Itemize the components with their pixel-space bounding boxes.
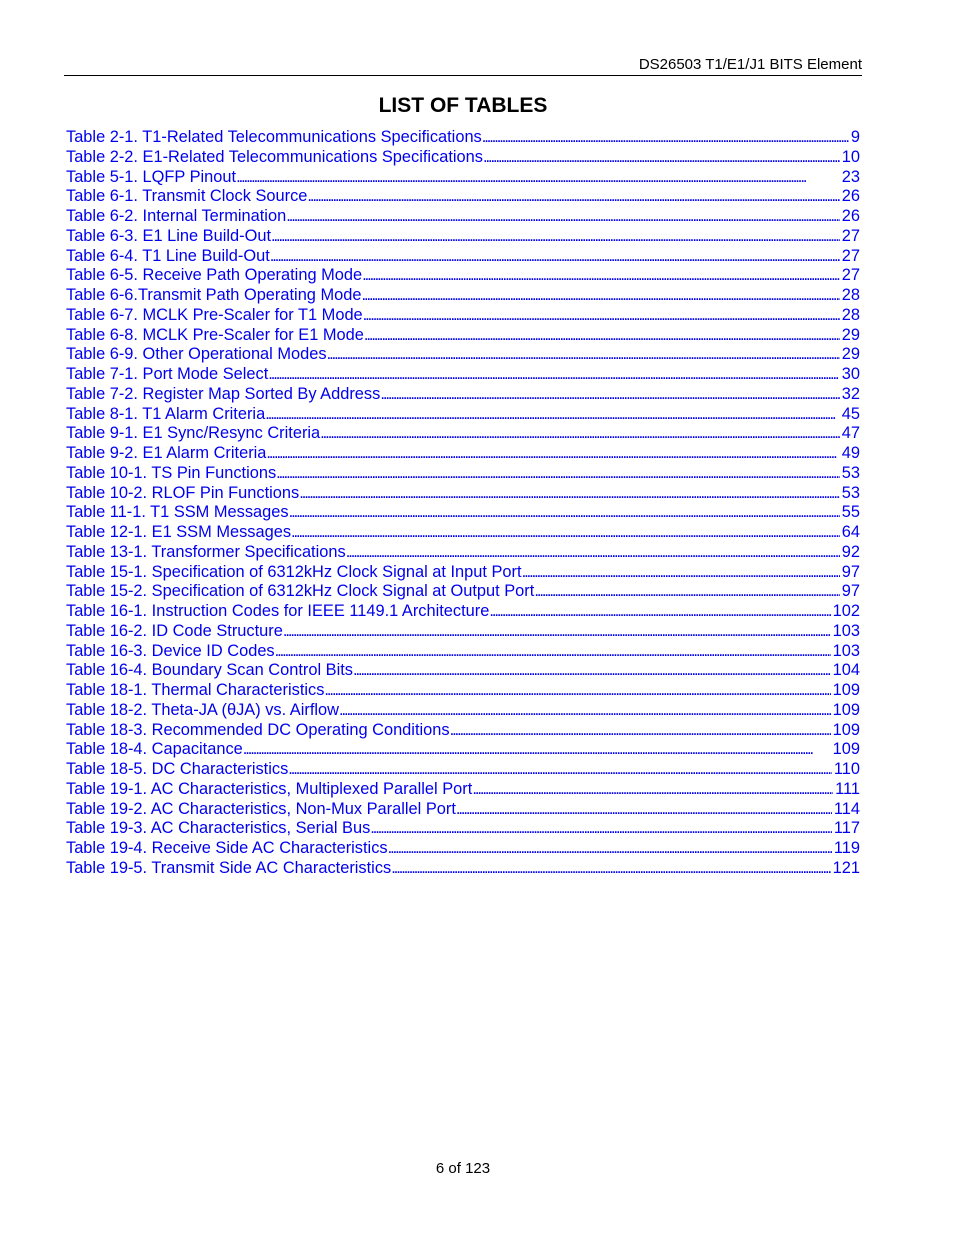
toc-entry-label: Table 19-2. AC Characteristics, Non-Mux Parallel Port bbox=[66, 799, 456, 818]
dot-leader bbox=[489, 602, 830, 622]
toc-entry-page: 97 bbox=[841, 562, 860, 581]
toc-entry-page: 26 bbox=[841, 187, 860, 206]
toc-entry-page: 53 bbox=[841, 483, 860, 502]
page-footer bbox=[0, 1160, 926, 1178]
toc-entry[interactable] bbox=[66, 464, 860, 484]
toc-entry[interactable] bbox=[66, 701, 860, 721]
toc-entry-page: 27 bbox=[841, 246, 860, 265]
toc-entry[interactable] bbox=[66, 187, 860, 207]
toc-entry-page: 109 bbox=[832, 700, 860, 719]
toc-entry-page: 102 bbox=[832, 602, 860, 620]
dot-leader bbox=[483, 148, 840, 168]
toc-entry[interactable] bbox=[66, 661, 860, 681]
toc-entry-page: 28 bbox=[841, 305, 860, 324]
dot-leader bbox=[456, 800, 832, 820]
toc-entry[interactable] bbox=[66, 563, 860, 583]
toc-entry-page: 104 bbox=[832, 661, 860, 680]
toc-entry-page: 27 bbox=[841, 226, 860, 245]
dot-leader bbox=[324, 681, 830, 701]
toc-entry-page: 53 bbox=[841, 463, 860, 482]
toc-entry-label: Table 6-6.Transmit Path Operating Mode bbox=[66, 286, 362, 304]
toc-entry-page: 110 bbox=[833, 760, 860, 778]
toc-entry-label: Table 6-1. Transmit Clock Source bbox=[66, 187, 308, 206]
toc-entry-page: 30 bbox=[841, 365, 860, 383]
toc-entry-page: 121 bbox=[832, 858, 860, 877]
dot-leader bbox=[450, 721, 831, 741]
toc-entry-label: Table 9-1. E1 Sync/Resync Criteria bbox=[66, 424, 321, 443]
dot-leader bbox=[270, 247, 840, 267]
dot-leader bbox=[289, 503, 840, 523]
toc-entry-label: Table 6-8. MCLK Pre-Scaler for E1 Mode bbox=[66, 325, 364, 344]
toc-entry-label: Table 12-1. E1 SSM Messages bbox=[66, 523, 292, 541]
running-header bbox=[64, 55, 862, 76]
toc-entry-label: Table 18-4. Capacitance bbox=[66, 740, 243, 759]
dot-leader bbox=[472, 780, 833, 800]
toc-entry[interactable] bbox=[66, 484, 860, 504]
dot-leader bbox=[391, 859, 830, 879]
toc-entry[interactable] bbox=[66, 128, 860, 148]
toc-entry-page: 32 bbox=[841, 384, 860, 403]
toc-entry-page: 10 bbox=[841, 147, 860, 166]
dot-leader bbox=[236, 168, 840, 188]
toc-entry-page: 103 bbox=[832, 621, 860, 640]
toc-entry-label: Table 6-9. Other Operational Modes bbox=[66, 345, 327, 364]
toc-entry-label: Table 11-1. T1 SSM Messages bbox=[66, 503, 289, 522]
toc-entry-page: 23 bbox=[841, 167, 860, 186]
toc-entry[interactable] bbox=[66, 326, 860, 346]
dot-leader bbox=[243, 740, 831, 760]
toc-entry[interactable] bbox=[66, 345, 860, 365]
toc-entry-label: Table 18-1. Thermal Characteristics bbox=[66, 681, 325, 699]
toc-entry[interactable] bbox=[66, 306, 860, 326]
toc-entry-page: 64 bbox=[841, 523, 860, 541]
toc-entry-page: 119 bbox=[833, 839, 860, 857]
dot-leader bbox=[380, 385, 839, 405]
toc-entry-label: Table 16-4. Boundary Scan Control Bits bbox=[66, 661, 353, 680]
dot-leader bbox=[364, 326, 840, 346]
dot-leader bbox=[320, 424, 840, 444]
dot-leader bbox=[286, 207, 840, 227]
dot-leader bbox=[283, 622, 831, 642]
dot-leader bbox=[370, 819, 832, 839]
toc-entry[interactable] bbox=[66, 405, 860, 425]
dot-leader bbox=[299, 484, 840, 504]
toc-entry[interactable] bbox=[66, 365, 860, 385]
table-of-contents bbox=[66, 128, 860, 879]
toc-entry[interactable] bbox=[66, 602, 860, 622]
dot-leader bbox=[271, 227, 840, 247]
toc-entry[interactable] bbox=[66, 800, 860, 820]
toc-entry-page: 55 bbox=[841, 503, 860, 522]
toc-entry-label: Table 15-1. Specification of 6312kHz Clock Signal at Input Port bbox=[66, 562, 522, 581]
dot-leader bbox=[339, 701, 831, 721]
dot-leader bbox=[276, 464, 840, 484]
toc-entry-label: Table 6-4. T1 Line Build-Out bbox=[66, 246, 270, 265]
toc-entry[interactable] bbox=[66, 247, 860, 267]
dot-leader bbox=[388, 839, 832, 859]
dot-leader bbox=[266, 444, 839, 464]
toc-entry-label: Table 19-4. Receive Side AC Characteristics bbox=[66, 839, 388, 857]
toc-entry-label: Table 2-1. T1-Related Telecommunications Specifications bbox=[66, 128, 482, 146]
document-title: DS26503 T1/E1/J1 BITS Element bbox=[638, 56, 862, 73]
toc-entry-label: Table 18-3. Recommended DC Operating Conditions bbox=[66, 720, 450, 739]
toc-entry-page: 111 bbox=[835, 779, 860, 798]
dot-leader bbox=[363, 306, 840, 326]
toc-entry[interactable] bbox=[66, 444, 860, 464]
toc-entry-page: 97 bbox=[841, 582, 860, 601]
toc-entry[interactable] bbox=[66, 207, 860, 227]
toc-entry[interactable] bbox=[66, 839, 860, 859]
dot-leader bbox=[327, 345, 840, 365]
toc-entry-label: Table 6-3. E1 Line Build-Out bbox=[66, 226, 272, 245]
toc-entry-page: 109 bbox=[832, 681, 860, 699]
toc-entry-page: 26 bbox=[841, 207, 860, 225]
toc-entry[interactable] bbox=[66, 760, 860, 780]
toc-entry-label: Table 2-2. E1-Related Telecommunications Specifications bbox=[66, 147, 483, 166]
dot-leader bbox=[353, 661, 831, 681]
dot-leader bbox=[265, 405, 840, 425]
dot-leader bbox=[522, 563, 840, 583]
toc-entry-label: Table 19-1. AC Characteristics, Multiplexed Parallel Port bbox=[66, 779, 473, 798]
toc-entry-label: Table 5-1. LQFP Pinout bbox=[66, 167, 237, 186]
toc-entry-label: Table 16-1. Instruction Codes for IEEE 1149.1 Architecture bbox=[66, 602, 490, 620]
toc-entry-page: 114 bbox=[833, 799, 860, 818]
dot-leader bbox=[275, 642, 831, 662]
toc-entry[interactable] bbox=[66, 266, 860, 286]
toc-entry-page: 29 bbox=[841, 325, 860, 344]
toc-entry-label: Table 10-2. RLOF Pin Functions bbox=[66, 483, 300, 502]
toc-entry[interactable] bbox=[66, 168, 860, 188]
list-of-tables-heading: LIST OF TABLES bbox=[378, 94, 548, 117]
dot-leader bbox=[268, 365, 840, 385]
dot-leader bbox=[534, 582, 839, 602]
toc-entry-label: Table 18-2. Theta-JA (θJA) vs. Airflow bbox=[66, 700, 339, 719]
toc-entry[interactable] bbox=[66, 582, 860, 602]
toc-entry[interactable] bbox=[66, 543, 860, 563]
toc-entry[interactable] bbox=[66, 227, 860, 247]
toc-entry-page: 109 bbox=[832, 720, 860, 739]
toc-entry-label: Table 16-3. Device ID Codes bbox=[66, 641, 275, 660]
toc-entry[interactable] bbox=[66, 286, 860, 306]
toc-entry[interactable] bbox=[66, 523, 860, 543]
toc-entry-label: Table 6-2. Internal Termination bbox=[66, 207, 287, 225]
toc-entry-label: Table 7-2. Register Map Sorted By Address bbox=[66, 384, 381, 403]
toc-entry[interactable] bbox=[66, 780, 860, 800]
toc-entry[interactable] bbox=[66, 503, 860, 523]
toc-entry[interactable] bbox=[66, 681, 860, 701]
toc-entry-page: 109 bbox=[832, 740, 860, 759]
toc-entry-page: 49 bbox=[841, 444, 860, 462]
toc-entry-page: 29 bbox=[841, 345, 860, 364]
toc-entry-page: 45 bbox=[841, 404, 860, 423]
dot-leader bbox=[346, 543, 840, 563]
toc-entry-label: Table 16-2. ID Code Structure bbox=[66, 621, 283, 640]
toc-entry[interactable] bbox=[66, 740, 860, 760]
dot-leader bbox=[288, 760, 832, 780]
toc-entry-label: Table 7-1. Port Mode Select bbox=[66, 365, 269, 383]
toc-entry-label: Table 8-1. T1 Alarm Criteria bbox=[66, 404, 266, 423]
toc-entry[interactable] bbox=[66, 622, 860, 642]
toc-entry[interactable] bbox=[66, 819, 860, 839]
toc-entry[interactable] bbox=[66, 148, 860, 168]
page-number: 6 of 123 bbox=[435, 1160, 491, 1177]
toc-entry-label: Table 18-5. DC Characteristics bbox=[66, 760, 289, 778]
dot-leader bbox=[482, 128, 849, 148]
toc-entry-label: Table 6-7. MCLK Pre-Scaler for T1 Mode bbox=[66, 305, 363, 324]
toc-entry[interactable] bbox=[66, 424, 860, 444]
toc-entry-page: 27 bbox=[841, 266, 860, 285]
toc-entry-page: 103 bbox=[832, 641, 860, 660]
dot-leader bbox=[291, 523, 840, 543]
dot-leader bbox=[361, 286, 839, 306]
toc-entry-page: 92 bbox=[841, 542, 860, 561]
toc-entry-page: 117 bbox=[833, 819, 860, 838]
toc-entry[interactable] bbox=[66, 859, 860, 879]
toc-entry-label: Table 6-5. Receive Path Operating Mode bbox=[66, 266, 363, 285]
toc-entry[interactable] bbox=[66, 385, 860, 405]
toc-entry-label: Table 10-1. TS Pin Functions bbox=[66, 463, 277, 482]
toc-entry-label: Table 19-5. Transmit Side AC Characteristics bbox=[66, 858, 392, 877]
toc-entry[interactable] bbox=[66, 721, 860, 741]
toc-entry-page: 9 bbox=[850, 128, 860, 146]
toc-entry[interactable] bbox=[66, 642, 860, 662]
dot-leader bbox=[362, 266, 840, 286]
toc-entry-label: Table 9-2. E1 Alarm Criteria bbox=[66, 444, 267, 462]
toc-entry-page: 28 bbox=[841, 286, 860, 304]
toc-entry-label: Table 19-3. AC Characteristics, Serial Bus bbox=[66, 819, 371, 838]
toc-entry-label: Table 13-1. Transformer Specifications bbox=[66, 542, 346, 561]
toc-entry-page: 47 bbox=[841, 424, 860, 443]
toc-entry-label: Table 15-2. Specification of 6312kHz Clock Signal at Output Port bbox=[66, 582, 535, 601]
dot-leader bbox=[307, 187, 839, 207]
